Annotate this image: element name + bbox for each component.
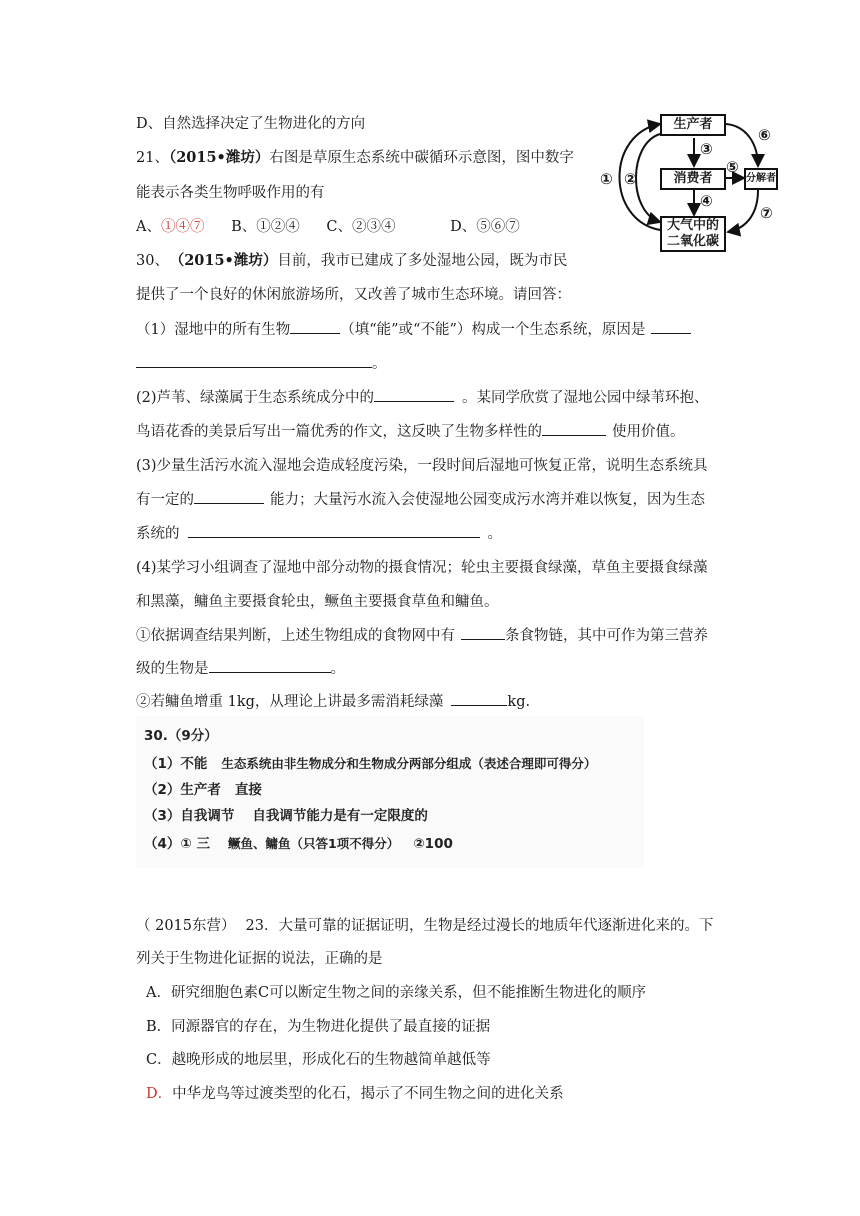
q30-part1-blank2 (136, 352, 372, 368)
q30-part3-blank2 (188, 522, 480, 538)
arrow-number-6: ⑥ (758, 126, 771, 144)
q30-part3-text-c: 能力；大量污水流入会使湿地公园变成污水湾并难以恢复，因为生态 (270, 492, 705, 508)
q23-option-d (146, 1082, 564, 1103)
answer-row-3 (144, 804, 428, 824)
co2-label-line2: 二氧化碳 (666, 234, 719, 249)
answer-row-1-b: 生态系统由非生物成分和生物成分两部分组成（表述合理即可得分） (221, 756, 597, 771)
q23-option-b (146, 1015, 490, 1036)
q21-source: （2015•潍坊） (168, 149, 270, 166)
q30-part4-period: 。 (330, 661, 345, 677)
answer-row-3-a: 自我调节 (180, 808, 235, 824)
q30-part4-line5 (136, 690, 530, 711)
q23-option-d-text: 中华龙鸟等过渡类型的化石，揭示了不同生物之间的进化关系 (172, 1086, 564, 1102)
q21-options (136, 215, 520, 236)
q21-stem-line2: 能表示各类生物呼吸作用的有 (136, 185, 325, 201)
answer-row-1-a: 不能 (180, 756, 208, 772)
answer-row-4-num: （4） (144, 836, 181, 852)
q30-part1-blank2-start (651, 318, 691, 334)
q30-part2-text-c: 鸟语花香的美景后写出一篇优秀的作文，这反映了生物多样性的 (136, 424, 542, 440)
q30-part4-text-d: 条食物链，其中可作为第三营养 (505, 628, 708, 644)
q21-option-b-text: ①②④ (256, 219, 300, 235)
q21-number: 21、 (136, 150, 169, 166)
q30-part4-line2: 和黑藻，鳙鱼主要摄食轮虫，鳜鱼主要摄食草鱼和鳙鱼。 (136, 594, 499, 610)
carbon-cycle-diagram (598, 112, 778, 260)
q30-stem-text: 目前，我市已建成了多处湿地公园，既为市民 (277, 253, 568, 269)
q23-option-b-text: 同源器官的存在，为生物进化提供了最直接的证据 (171, 1019, 491, 1035)
q21-option-c-label: C、 (326, 219, 352, 235)
co2-box (660, 216, 726, 252)
q23-option-c-label: C． (146, 1052, 172, 1068)
q30-stem-line1 (136, 249, 567, 270)
q30-stem-line2: 提供了一个良好的休闲旅游场所，又改善了城市生态环境。请回答： (136, 287, 571, 303)
arrow-number-7: ⑦ (760, 204, 773, 222)
q30-part1-line1 (136, 318, 691, 339)
answer-row-3-b: 自我调节能力是有一定限度的 (252, 808, 428, 824)
q30-part4-blank1 (461, 624, 505, 640)
q30-part2-line2 (136, 420, 685, 441)
q30-part3-text-d: 系统的 (136, 526, 180, 542)
q30-part1-blank1 (290, 318, 340, 334)
q30-part2-blank2 (542, 420, 606, 436)
q23-option-d-label: D． (146, 1086, 173, 1102)
q30-part4-blank3 (451, 690, 507, 706)
q21-option-a-label: A、 (136, 219, 161, 235)
q30-part4-line4 (136, 657, 345, 678)
q30-part4-line1: (4)某学习小组调查了湿地中部分动物的摄食情况；轮虫主要摄食绿藻，草鱼主要摄食绿藻 (136, 560, 708, 576)
q30-part3-period: 。 (487, 526, 502, 542)
q30-part3-line2 (136, 488, 705, 509)
arrow-number-2: ② (624, 170, 637, 188)
q30-part2-text-a: (2)芦苇、绿藻属于生态系统成分中的 (136, 390, 375, 406)
q30-part1-line2 (136, 352, 387, 373)
arrow-number-4: ④ (700, 192, 713, 210)
q23-option-b-label: B． (146, 1019, 172, 1035)
consumer-box: 消费者 (660, 168, 726, 190)
q30-part4-text-f: ②若鳙鱼增重 1kg，从理论上讲最多需消耗绿藻 (136, 694, 444, 710)
q23-stem-text: 大量可靠的证据证明，生物是经过漫长的地质年代逐渐进化来的。下 (278, 918, 714, 934)
q21-option-d-text: ⑤⑥⑦ (476, 219, 520, 235)
co2-label-line1: 大气中的 (666, 218, 719, 233)
q21-stem-line1 (136, 146, 574, 167)
q30-part3-blank1 (194, 488, 264, 504)
q30-part2-line1 (136, 386, 709, 407)
q30-source: （2015•潍坊） (176, 252, 278, 269)
q30-part4-line3 (136, 624, 708, 645)
q21-stem-text: 右图是草原生态系统中碳循环示意图，图中数字 (269, 150, 574, 166)
q21-option-a-text: ①④⑦ (160, 219, 205, 235)
answer-row-2-num: （2） (144, 782, 181, 798)
answer-row-1-num: （1） (144, 756, 181, 772)
q30-number: 30、 (136, 253, 169, 269)
q30-part2-text-d: 使用价值。 (612, 424, 685, 440)
q23-source: （ 2015东营） (136, 918, 236, 934)
q30-part2-blank1 (374, 386, 454, 402)
q23-option-a-text: 研究细胞色素C可以断定生物之间的亲缘关系，但不能推断生物进化的顺序 (170, 985, 647, 1001)
q30-part1-text-b: （填“能”或“不能”）构成一个生态系统，原因是 (340, 322, 646, 338)
q30-part4-text-e: 级的生物是 (136, 661, 209, 677)
decomposer-box: 分解者 (744, 168, 778, 190)
answer-row-3-num: （3） (144, 808, 181, 824)
answer-key-scan (136, 716, 644, 868)
answer-row-4 (144, 832, 453, 852)
q23-stem-line2: 列关于生物进化证据的说法，正确的是 (136, 951, 383, 967)
answer-row-2-b: 直接 (234, 782, 262, 798)
answer-row-4-a: ① 三 (180, 836, 211, 852)
q23-number: 23． (245, 918, 279, 934)
producer-box: 生产者 (660, 114, 726, 136)
q30-part3-text-b: 有一定的 (136, 492, 194, 508)
answer-row-1 (144, 752, 596, 772)
answer-row-2-a: 生产者 (180, 782, 221, 798)
q30-part1-period: 。 (372, 356, 387, 372)
q30-part3-line1: (3)少量生活污水流入湿地会造成轻度污染，一段时间后湿地可恢复正常，说明生态系统具 (136, 458, 708, 474)
answer-header: 30.（9分） (144, 728, 218, 744)
q23-option-c-text: 越晚形成的地层里，形成化石的生物越简单越低等 (171, 1052, 491, 1068)
q23-stem-line1 (136, 914, 713, 935)
q23-option-c (146, 1048, 491, 1069)
q21-option-b-label: B、 (231, 219, 257, 235)
answer-row-2 (144, 778, 262, 798)
q30-part3-line3 (136, 522, 502, 543)
q30-part4-blank2 (209, 657, 331, 673)
previous-option-d: D、自然选择决定了生物进化的方向 (136, 116, 366, 132)
q30-part2-text-b: 。某同学欣赏了湿地公园中绿苇环抱、 (462, 390, 709, 406)
q23-option-a-label: A． (146, 985, 171, 1001)
arrow-number-3: ③ (700, 140, 713, 158)
q23-option-a (146, 981, 646, 1002)
q30-part4-text-c: ①依据调查结果判断，上述生物组成的食物网中有 (136, 628, 455, 644)
arrow-number-5: ⑤ (726, 158, 739, 176)
q21-option-d-label: D、 (450, 219, 477, 235)
answer-row-4-c: ②100 (413, 836, 453, 852)
q30-part1-text-a: （1）湿地中的所有生物 (136, 322, 291, 338)
answer-row-4-b: 鳜鱼、鳙鱼（只答1项不得分） (228, 836, 400, 851)
q30-part4-text-g: kg. (507, 694, 531, 710)
q21-option-c-text: ②③④ (351, 219, 396, 235)
arrow-number-1: ① (600, 170, 613, 188)
